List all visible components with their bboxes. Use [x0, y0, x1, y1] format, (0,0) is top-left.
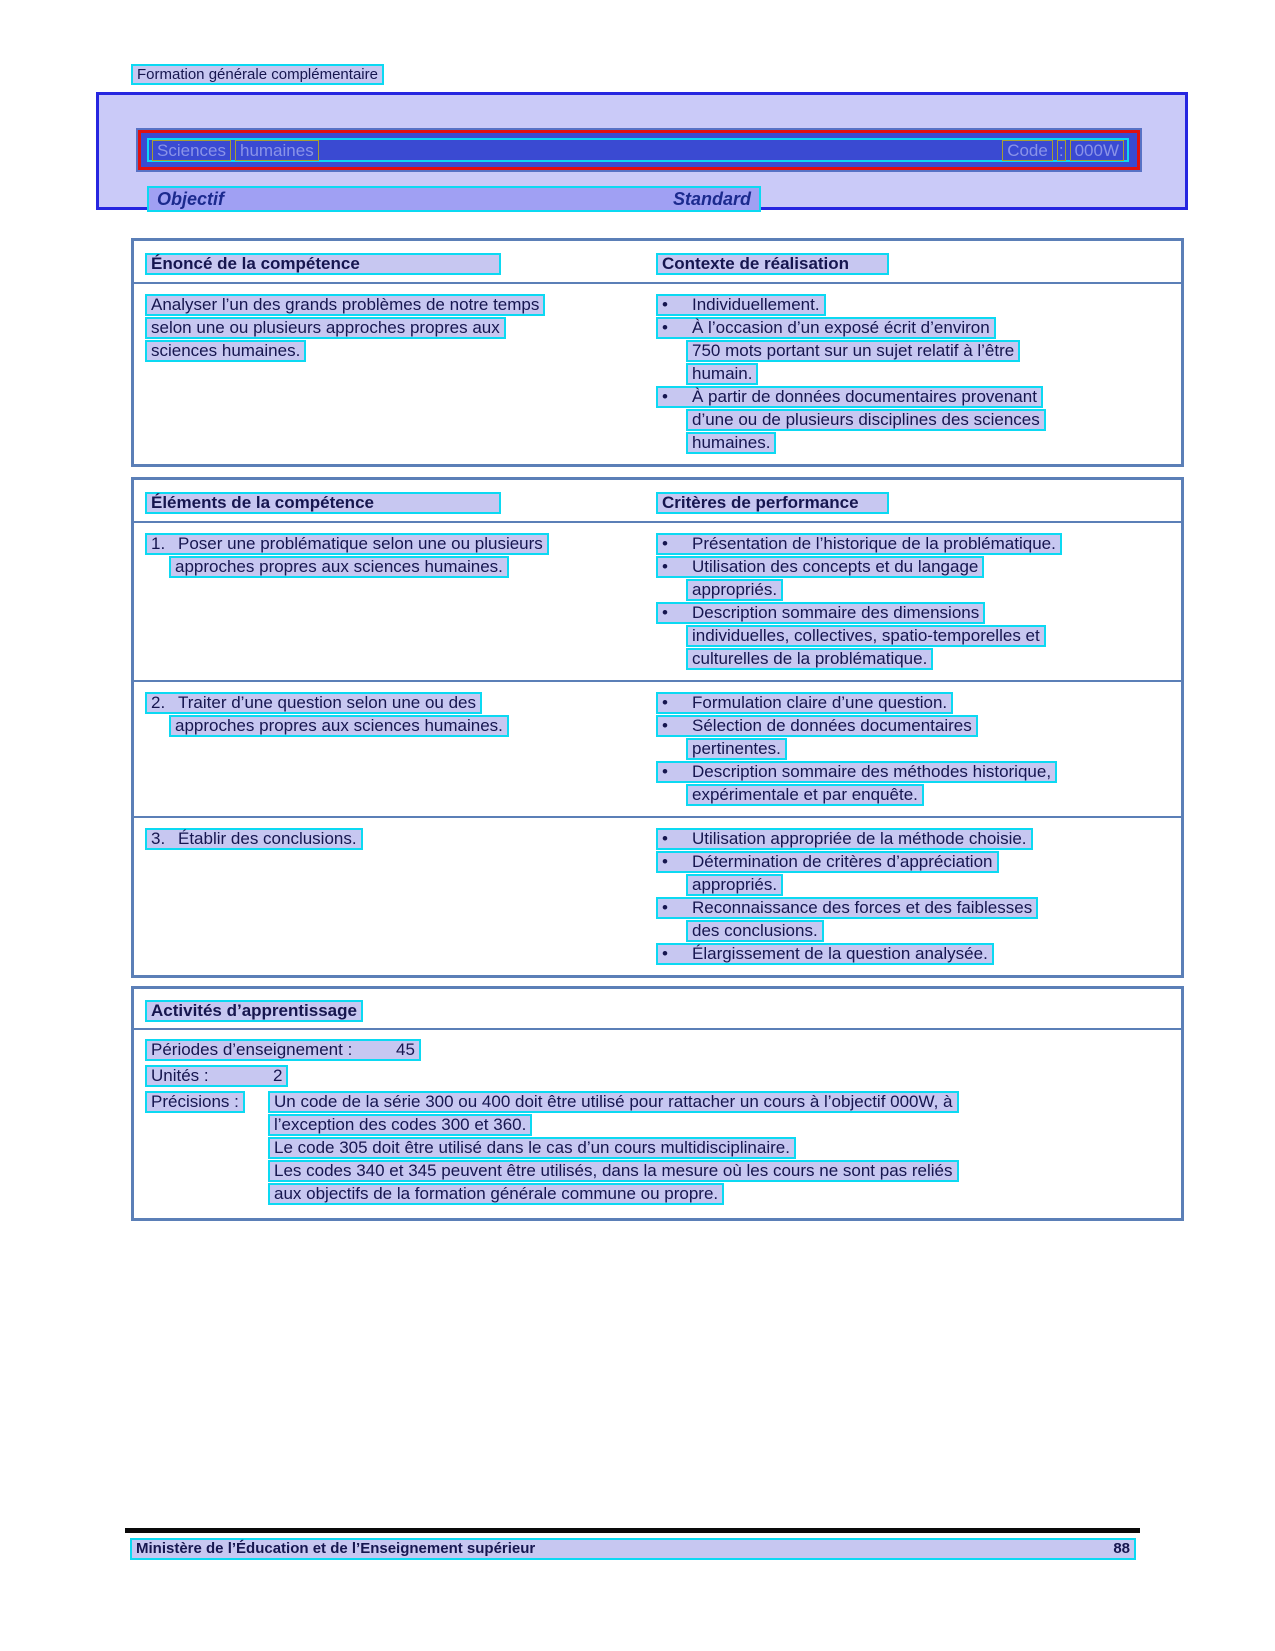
criteria-cell — [656, 692, 1181, 807]
bullet-text: Présentation de l’historique de la problématique. — [692, 534, 1056, 553]
text-line — [145, 715, 656, 738]
bullet-icon: • — [662, 716, 668, 735]
text-line — [145, 340, 656, 363]
bullet-item — [656, 317, 1181, 340]
text-line-box — [656, 602, 985, 624]
text-line — [656, 363, 1181, 386]
bullet-icon: • — [662, 534, 668, 553]
text-line-box: Les codes 340 et 345 peuvent être utilisés, dans la mesure où les cours ne sont pas reliés — [268, 1160, 959, 1182]
banner-code-group — [1002, 140, 1124, 161]
heading-objectif: Objectif — [157, 188, 225, 209]
footer-rule — [125, 1528, 1140, 1533]
text-line-box: Le code 305 doit être utilisé dans le cas d’un cours multidisciplinaire. — [268, 1137, 796, 1159]
bullet-icon: • — [662, 387, 668, 406]
text-line-box — [656, 317, 996, 339]
text-line-box — [656, 761, 1057, 783]
header-criteres: Critères de performance — [656, 492, 889, 514]
text-line-box: selon une ou plusieurs approches propres aux — [145, 317, 506, 339]
header-activites: Activités d’apprentissage — [145, 1000, 363, 1022]
footer-box — [130, 1538, 1136, 1560]
bullet-item — [656, 556, 1181, 579]
competence-table — [131, 238, 1184, 467]
elements-table-header — [134, 480, 1181, 523]
text-line-box — [656, 533, 1062, 555]
bullet-item — [656, 692, 1181, 715]
bullet-item — [656, 897, 1181, 920]
item-text: Poser une problématique selon une ou plusieurs — [178, 534, 543, 553]
title-banner-line — [147, 138, 1129, 162]
text-line — [656, 738, 1181, 761]
bullet-item — [656, 533, 1181, 556]
element-cell — [145, 828, 656, 966]
header-contexte: Contexte de réalisation — [656, 253, 889, 275]
bullet-text: À l’occasion d’un exposé écrit d’environ — [692, 318, 990, 337]
text-line — [145, 317, 656, 340]
bullet-icon: • — [662, 318, 668, 337]
title-banner-frame — [136, 128, 1142, 172]
footer-text: Ministère de l’Éducation et de l’Enseignement supérieur — [136, 1540, 536, 1557]
text-line-box: aux objectifs de la formation générale commune ou propre. — [268, 1183, 724, 1205]
bullet-item — [656, 851, 1181, 874]
bullet-icon: • — [662, 603, 668, 622]
bullet-icon: • — [662, 944, 668, 963]
text-line-box: d’une ou de plusieurs disciplines des sciences — [686, 409, 1046, 431]
code-value: 000W — [1070, 140, 1124, 161]
item-number: 2. — [151, 693, 166, 712]
bullet-text: Utilisation des concepts et du langage — [692, 557, 979, 576]
text-line-box — [656, 943, 994, 965]
text-line-box — [656, 897, 1038, 919]
bullet-item — [656, 602, 1181, 625]
text-line-box — [656, 715, 978, 737]
text-line-box: approches propres aux sciences humaines. — [169, 715, 509, 737]
bullet-text: Élargissement de la question analysée. — [692, 944, 988, 963]
text-line — [656, 648, 1181, 671]
text-line-box: pertinentes. — [686, 738, 787, 760]
bullet-text: Sélection de données documentaires — [692, 716, 972, 735]
text-line-box: l’exception des codes 300 et 360. — [268, 1114, 532, 1136]
bullet-text: Description sommaire des dimensions — [692, 603, 980, 622]
text-line-box: des conclusions. — [686, 920, 824, 942]
text-line-box — [656, 386, 1043, 408]
bullet-item — [656, 715, 1181, 738]
text-line-box: expérimentale et par enquête. — [686, 784, 924, 806]
text-line — [656, 784, 1181, 807]
text-line-box — [656, 828, 1033, 850]
item-number: 3. — [151, 829, 166, 848]
bullet-icon: • — [662, 829, 668, 848]
bullet-item — [656, 828, 1181, 851]
elements-table — [131, 477, 1184, 978]
text-line — [656, 409, 1181, 432]
bullet-icon: • — [662, 898, 668, 917]
bullet-icon: • — [662, 295, 668, 314]
text-line — [268, 1091, 1181, 1114]
text-line-box: humain. — [686, 363, 758, 385]
header-cell-left — [145, 253, 656, 275]
competence-table-body — [134, 284, 1181, 464]
page-number: 88 — [1113, 1540, 1130, 1557]
numbered-item — [145, 828, 656, 851]
bullet-icon: • — [662, 557, 668, 576]
bullet-icon: • — [662, 852, 668, 871]
precisions-text-cell — [268, 1091, 1181, 1206]
bullet-text: Individuellement. — [692, 295, 820, 314]
objectif-standard-band — [147, 186, 761, 212]
bullet-item — [656, 943, 1181, 966]
text-line — [268, 1114, 1181, 1137]
criteria-cell — [656, 828, 1181, 966]
precisions-label: Précisions : — [145, 1091, 245, 1113]
bullet-text: Description sommaire des méthodes historique, — [692, 762, 1052, 781]
top-note-text: Formation générale complémentaire — [131, 64, 384, 85]
header-cell-right — [656, 253, 1181, 275]
activities-table-header — [134, 989, 1181, 1030]
bullet-text: À partir de données documentaires provenant — [692, 387, 1037, 406]
competence-table-header — [134, 241, 1181, 284]
element-cell — [145, 692, 656, 807]
code-label: Code — [1002, 140, 1053, 161]
text-line-box: Un code de la série 300 ou 400 doit être utilisé pour rattacher un cours à l’objectif 000W, à — [268, 1091, 959, 1113]
title-banner — [138, 130, 1140, 170]
elements-row-1 — [134, 523, 1181, 680]
bullet-item — [656, 294, 1181, 317]
enonce-cell — [145, 294, 656, 455]
bullet-item — [656, 386, 1181, 409]
contexte-cell — [656, 294, 1181, 455]
precisions-block — [145, 1091, 1181, 1206]
text-line — [145, 294, 656, 317]
text-line-box: culturelles de la problématique. — [686, 648, 933, 670]
text-line-box: 750 mots portant sur un sujet relatif à l’être — [686, 340, 1020, 362]
text-line-box: approches propres aux sciences humaines. — [169, 556, 509, 578]
bullet-text: Reconnaissance des forces et des faiblesses — [692, 898, 1033, 917]
text-line-box: appropriés. — [686, 579, 783, 601]
item-text: Établir des conclusions. — [178, 829, 357, 848]
text-line — [268, 1160, 1181, 1183]
section-note — [131, 64, 384, 85]
text-line-box — [145, 692, 482, 714]
code-separator: : — [1058, 140, 1064, 160]
header-cell-right — [656, 492, 1181, 514]
criteria-cell — [656, 533, 1181, 671]
text-line-box — [145, 1065, 288, 1087]
unites-line — [145, 1065, 1181, 1091]
text-line — [268, 1183, 1181, 1206]
text-line-box — [145, 533, 549, 555]
text-line — [656, 920, 1181, 943]
activities-table-body — [134, 1030, 1181, 1218]
item-number: 1. — [151, 534, 166, 553]
bullet-item — [656, 761, 1181, 784]
text-line-box: individuelles, collectives, spatio-temporelles et — [686, 625, 1046, 647]
bullet-icon: • — [662, 762, 668, 781]
item-text: Traiter d’une question selon une ou des — [178, 693, 477, 712]
text-line-box: sciences humaines. — [145, 340, 306, 362]
bullet-text: Formulation claire d’une question. — [692, 693, 948, 712]
banner-title-group — [152, 140, 319, 161]
text-line-box — [145, 828, 363, 850]
periodes-label: Périodes d’enseignement : — [151, 1040, 353, 1059]
text-line-box — [656, 294, 826, 316]
bullet-text: Utilisation appropriée de la méthode choisie. — [692, 829, 1027, 848]
text-line — [268, 1137, 1181, 1160]
bullet-icon: • — [662, 693, 668, 712]
text-line — [656, 340, 1181, 363]
elements-row-3 — [134, 816, 1181, 975]
text-line — [656, 579, 1181, 602]
activities-table — [131, 986, 1184, 1221]
text-line-box — [656, 692, 953, 714]
text-line-box — [656, 851, 999, 873]
text-line — [656, 625, 1181, 648]
header-elements: Éléments de la compétence — [145, 492, 501, 514]
element-cell — [145, 533, 656, 671]
text-line — [656, 432, 1181, 455]
numbered-item — [145, 692, 656, 715]
text-line-box: Analyser l’un des grands problèmes de notre temps — [145, 294, 545, 316]
text-line-box: appropriés. — [686, 874, 783, 896]
numbered-item — [145, 533, 656, 556]
text-line-box — [656, 556, 984, 578]
bullet-text: Détermination de critères d’appréciation — [692, 852, 993, 871]
text-line-box — [145, 1039, 421, 1061]
page-footer — [130, 1538, 1136, 1560]
heading-standard: Standard — [672, 188, 751, 209]
text-line — [656, 874, 1181, 897]
text-line-box: humaines. — [686, 432, 776, 454]
banner-title-word: Sciences — [152, 140, 231, 161]
unites-label: Unités : — [151, 1066, 209, 1085]
precisions-label-cell — [145, 1091, 268, 1206]
header-enonce: Énoncé de la compétence — [145, 253, 501, 275]
periodes-line — [145, 1039, 1181, 1065]
unites-value: 2 — [273, 1066, 283, 1085]
banner-title-word: humaines — [235, 140, 319, 161]
periodes-value: 45 — [396, 1040, 415, 1059]
header-cell-left — [145, 492, 656, 514]
elements-row-2 — [134, 680, 1181, 816]
text-line — [145, 556, 656, 579]
